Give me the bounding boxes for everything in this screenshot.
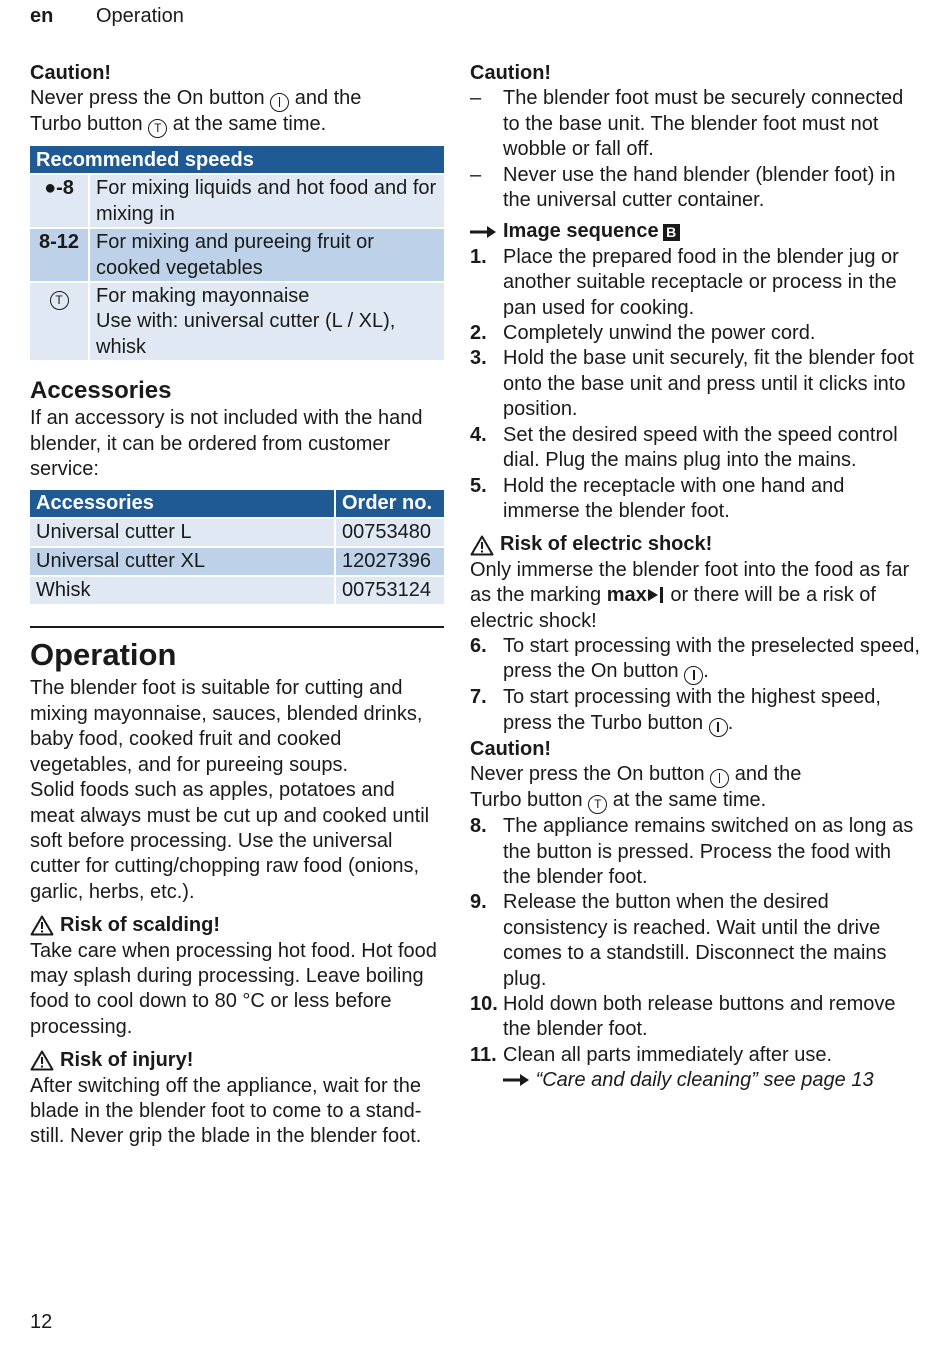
list-item: 6. To start processing with the preselected speed, press the On button . <box>470 634 920 685</box>
list-item: – Never use the hand blender (blender foot) in the universal cutter container. <box>470 163 896 212</box>
max-marking: max <box>606 584 647 607</box>
list-item: 1. Place the prepared food in the blender jug or another suitable receptacle or process in the pan used for cooking. <box>470 245 899 319</box>
image-sequence-heading: Image sequence B <box>470 219 920 244</box>
on-button-icon <box>684 666 703 685</box>
warning-heading: Risk of electric shock! <box>470 532 920 557</box>
list-item: 7. To start processing with the highest speed, press the Turbo button . <box>470 685 920 736</box>
table-row: T For making mayonnaise Use with: universal cutter (L / XL), whisk <box>30 281 444 360</box>
page-header <box>30 4 184 29</box>
warning-icon <box>30 915 54 936</box>
operation-paragraph: Solid foods such as apples, potatoes and meat always must be cut up and cooked until soft before processing. Use the universal cutter for cutting/chopping raw food (onions, garlic, herbs, etc.). <box>30 779 430 903</box>
list-item: – The blender foot must be securely connected to the base unit. The blender foot must not wobble or fall off. <box>470 87 904 161</box>
operation-heading: Operation <box>30 637 177 673</box>
warning-text: After switching off the appliance, wait for the blade in the blender foot to come to a stand-still. Never grip the blade in the blender foot. <box>30 1074 422 1148</box>
turbo-button-icon: T <box>50 291 69 310</box>
operation-paragraph: The blender foot is suitable for cutting and mixing mayonnaise, sauces, blended drinks, baby food, cooked fruit and cooked vegetables, and for pureeing soups. <box>30 677 423 776</box>
table-row: Universal cutter XL 12027396 <box>30 546 444 575</box>
warning-text: Only immerse the blender foot into the food as far as the marking max or there will be a risk of electric shock! <box>470 558 910 632</box>
warning-icon <box>30 1050 54 1071</box>
arrow-right-icon <box>470 225 497 239</box>
list-item: 2. Completely unwind the power cord. <box>470 322 816 345</box>
list-item: 3. Hold the base unit securely, fit the blender foot onto the base unit and press until it clicks into position. <box>470 347 914 421</box>
max-marking-icon <box>647 587 665 603</box>
cross-reference[interactable] <box>470 1068 920 1093</box>
warning-heading: Risk of scalding! <box>30 913 444 938</box>
table-heading: Recommended speeds <box>30 144 444 173</box>
section-divider <box>30 626 444 628</box>
list-item: 9. Release the button when the desired consistency is reached. Wait until the drive comes to a standstill. Disconnect the mains plug. <box>470 891 887 990</box>
list-item: 11. Clean all parts immediately after use. <box>470 1043 833 1066</box>
caution-title: Caution! <box>30 62 112 84</box>
turbo-button-icon: T <box>148 119 167 138</box>
table-row: Whisk 00753124 <box>30 575 444 604</box>
caution-text: Never press the On button and the Turbo button T at the same time. <box>30 86 444 138</box>
left-column <box>30 61 444 1150</box>
turbo-button-icon: T <box>588 795 607 814</box>
warning-text: Take care when processing hot food. Hot food may splash during processing. Leave boiling food to cool down to 80 °C or less before processing. <box>30 939 437 1038</box>
section-name: Operation <box>96 5 184 27</box>
warning-heading: Risk of injury! <box>30 1048 444 1073</box>
table-row: ●-8 For mixing liquids and hot food and for mixing in <box>30 173 444 227</box>
accessories-heading: Accessories <box>30 377 172 405</box>
table-row: 8-12 For mixing and pureeing fruit or cooked vegetables <box>30 227 444 281</box>
list-item: 4. Set the desired speed with the speed control dial. Plug the mains plug into the mains. <box>470 423 898 472</box>
language-code: en <box>30 5 54 27</box>
column-header: Accessories <box>30 488 334 517</box>
right-column <box>470 61 920 1094</box>
accessories-table <box>30 488 444 604</box>
caution-title: Caution! <box>470 737 552 760</box>
column-header: Order no. <box>334 488 444 517</box>
arrow-right-icon <box>503 1073 530 1087</box>
table-row: Universal cutter L 00753480 <box>30 517 444 546</box>
cross-reference-text[interactable]: “Care and daily cleaning” see page 13 <box>535 1069 874 1092</box>
caution-text: Never press the On button and the Turbo button T at the same time. <box>470 762 920 814</box>
caution-title: Caution! <box>470 62 552 84</box>
list-item: 10. Hold down both release buttons and remove the blender foot. <box>470 993 896 1041</box>
on-button-icon <box>270 93 289 112</box>
warning-icon <box>470 535 494 556</box>
on-button-icon <box>709 718 728 737</box>
list-item: 8. The appliance remains switched on as long as the button is pressed. Process the food with the blender foot. <box>470 815 914 888</box>
list-item: 5. Hold the receptacle with one hand and immerse the blender foot. <box>470 474 845 522</box>
on-button-icon <box>710 769 729 788</box>
accessories-intro: If an accessory is not included with the hand blender, it can be ordered from customer service: <box>30 407 423 481</box>
page-number: 12 <box>30 1311 53 1333</box>
image-letter-badge: B <box>663 224 680 241</box>
recommended-speeds-table <box>30 144 444 360</box>
